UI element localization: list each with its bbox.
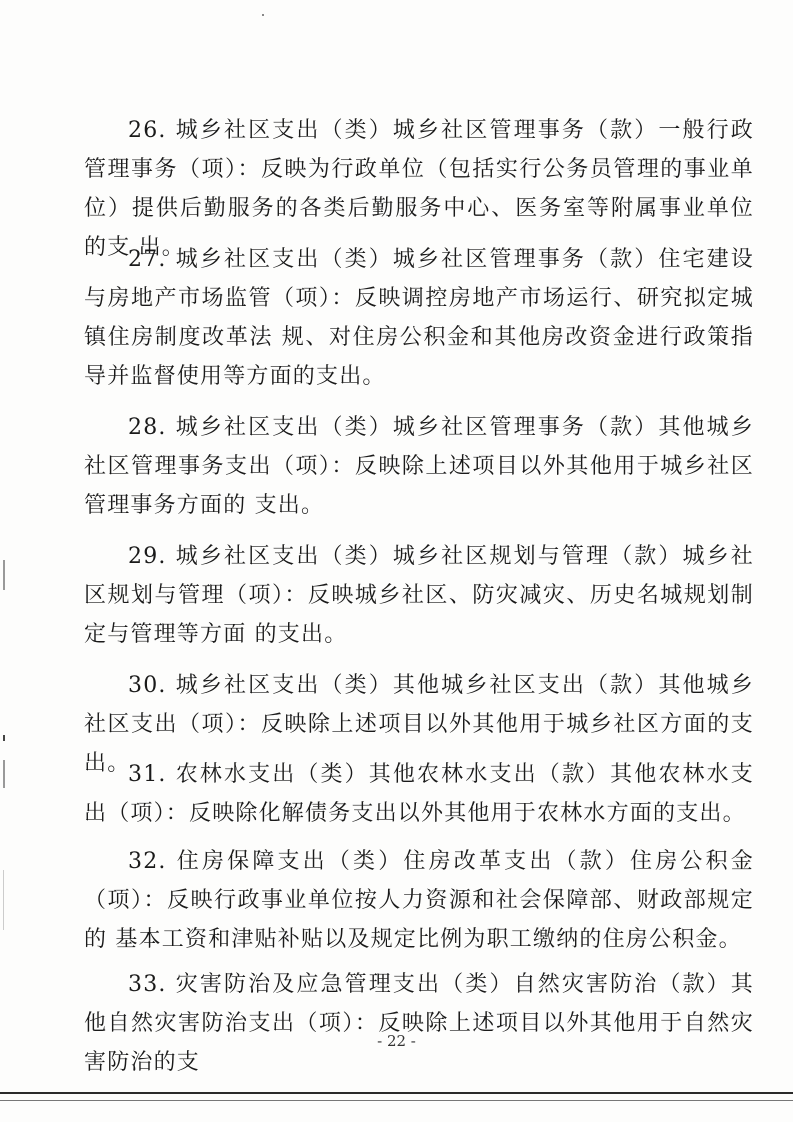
paragraph-32: 32. 住房保障支出（类）住房改革支出（款）住房公积金（项）：反映行政事业单位按人力资源和社会保障部、财政部规定的 基本工资和津贴补贴以及规定比例为职工缴纳的住房公积金。 bbox=[84, 849, 754, 952]
binding-mark bbox=[3, 560, 5, 590]
binding-mark bbox=[3, 870, 4, 930]
page-number: - 22 - bbox=[377, 1032, 416, 1050]
bottom-rule-thin bbox=[0, 1100, 793, 1101]
bottom-rule bbox=[0, 1092, 793, 1094]
paragraph-27: 27. 城乡社区支出（类）城乡社区管理事务（款）住宅建设与房地产市场监管（项）：反映调控房地产市场运行、研究拟定城镇住房制度改革法 规、对住房公积金和其他房改资金进行政策指导并监督使用等方面的支出。 bbox=[84, 247, 754, 389]
paragraph-30: 30. 城乡社区支出（类）其他城乡社区支出（款）其他城乡社区支出（项）：反映除上述项目以外其他用于城乡社区方面的支出。 bbox=[84, 673, 754, 776]
paragraph-28: 28. 城乡社区支出（类）城乡社区管理事务（款）其他城乡社区管理事务支出（项）：反映除上述项目以外其他用于城乡社区管理事务方面的 支出。 bbox=[84, 415, 754, 518]
paragraph-26: 26. 城乡社区支出（类）城乡社区管理事务（款）一般行政管理事务（项）：反映为行政单位（包括实行公务员管理的事业单位）提供后勤服务的各类后勤服务中心、医务室等附属事业单位的支 出。 bbox=[84, 118, 754, 260]
paragraph-31: 31. 农林水支出（类）其他农林水支出（款）其他农林水支出（项）：反映除化解债务支出以外其他用于农林水方面的支出。 bbox=[84, 762, 754, 826]
paragraph-33: 33. 灾害防治及应急管理支出（类）自然灾害防治（款）其他自然灾害防治支出（项）：反映除上述项目以外其他用于自然灾害防治的支 bbox=[84, 972, 754, 1075]
binding-mark bbox=[3, 760, 5, 788]
scan-speck bbox=[262, 14, 264, 16]
paragraph-29: 29. 城乡社区支出（类）城乡社区规划与管理（款）城乡社区规划与管理（项）：反映城乡社区、防灾减灾、历史名城规划制定与管理等方面 的支出。 bbox=[84, 544, 754, 647]
binding-mark bbox=[3, 735, 5, 741]
